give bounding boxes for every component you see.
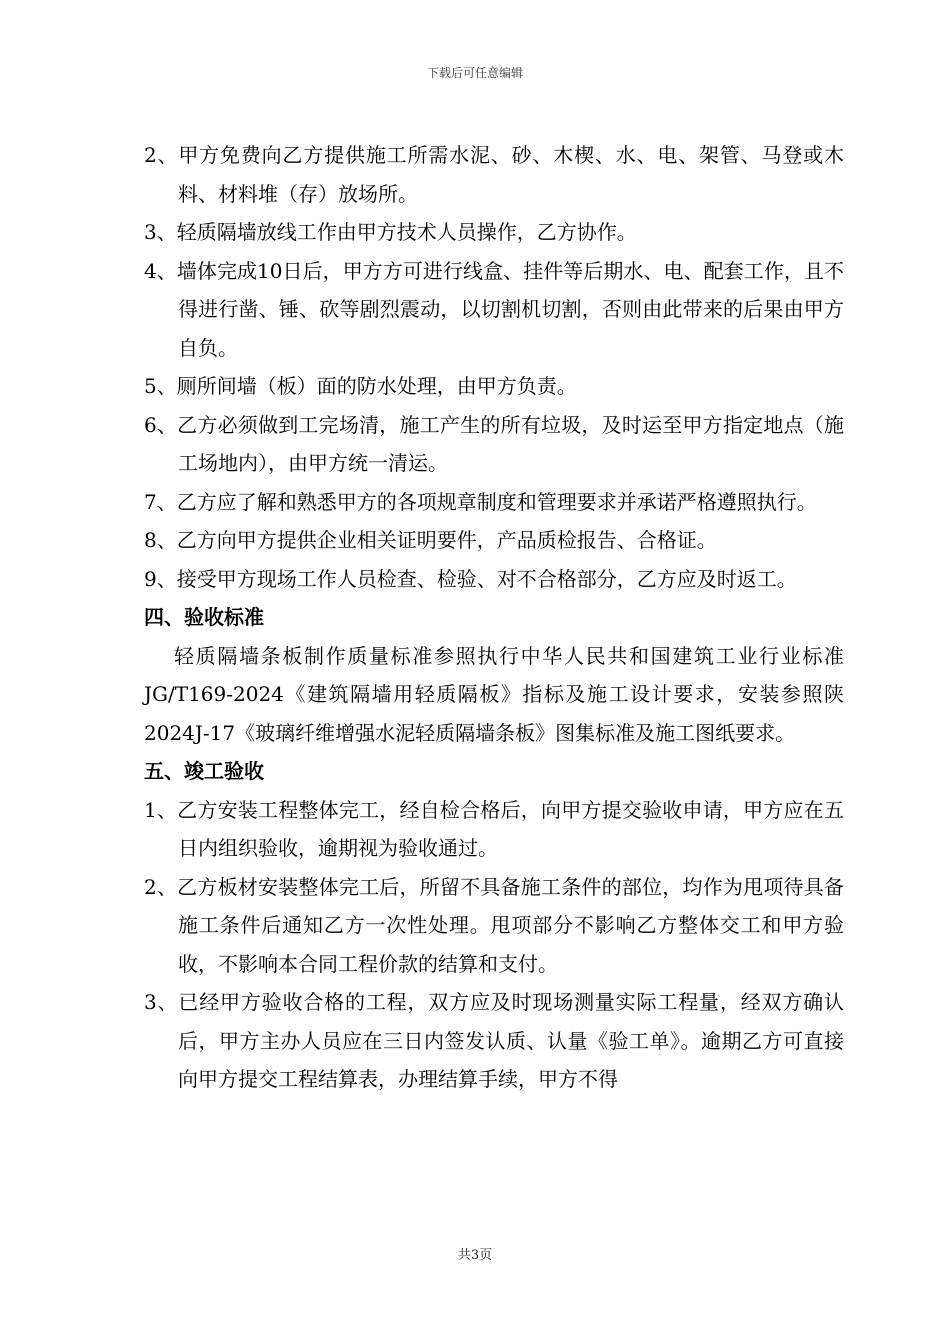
list-item: 9、接受甲方现场工作人员检查、检验、对不合格部分，乙方应及时返工。 xyxy=(144,566,797,591)
document-body xyxy=(144,136,844,1099)
list-item: 2、乙方板材安装整体完工后，所留不具备施工条件的部位，均作为甩项待具备施工条件后通知乙方一次性处理。甩项部分不影响乙方整体交工和甲方验收，不影响本合同工程价款的结算和支付。 xyxy=(144,874,844,976)
list-item: 3、轻质隔墙放线工作由甲方技术人员操作，乙方协作。 xyxy=(144,220,637,244)
page-footer: 共3页 xyxy=(457,1248,493,1263)
section-heading-acceptance-standard: 四、验收标准 xyxy=(144,605,264,629)
list-item: 7、乙方应了解和熟悉甲方的各项规章制度和管理要求并承诺严格遵照执行。 xyxy=(144,489,817,514)
list-item: 4、墙体完成10日后，甲方方可进行线盒、挂件等后期水、电、配套工作，且不得进行凿、锤、砍等剧烈震动，以切割机切割，否则由此带来的后果由甲方自负。 xyxy=(144,258,844,360)
list-item: 2、甲方免费向乙方提供施工所需水泥、砂、木楔、水、电、架管、马登或木料、材料堆（存）放场所。 xyxy=(144,143,844,206)
page-header: 下载后可任意编辑 xyxy=(426,66,523,80)
list-item: 6、乙方必须做到工完场清，施工产生的所有垃圾，及时运至甲方指定地点（施工场地内），由甲方统一清运。 xyxy=(144,412,844,475)
acceptance-standard-paragraph: 轻质隔墙条板制作质量标准参照执行中华人民共和国建筑工业行业标准JG/T169-2024《建筑隔墙用轻质隔板》指标及施工设计要求，安装参照陕2024J-17《玻璃纤维增强水泥轻质隔墙条板》图集标准及施工图纸要求。 xyxy=(144,643,844,745)
list-item: 1、乙方安装工程整体完工，经自检合格后，向甲方提交验收申请，甲方应在五日内组织验收，逾期视为验收通过。 xyxy=(144,797,844,860)
list-item: 3、已经甲方验收合格的工程，双方应及时现场测量实际工程量，经双方确认后，甲方主办人员应在三日内签发认质、认量《验工单》。逾期乙方可直接向甲方提交工程结算表，办理结算手续，甲方不得 xyxy=(144,990,844,1091)
list-item: 8、乙方向甲方提供企业相关证明要件，产品质检报告、合格证。 xyxy=(144,528,717,552)
section-heading-completion-acceptance: 五、竣工验收 xyxy=(144,759,264,783)
list-item: 5、厕所间墙（板）面的防水处理，由甲方负责。 xyxy=(144,374,577,398)
